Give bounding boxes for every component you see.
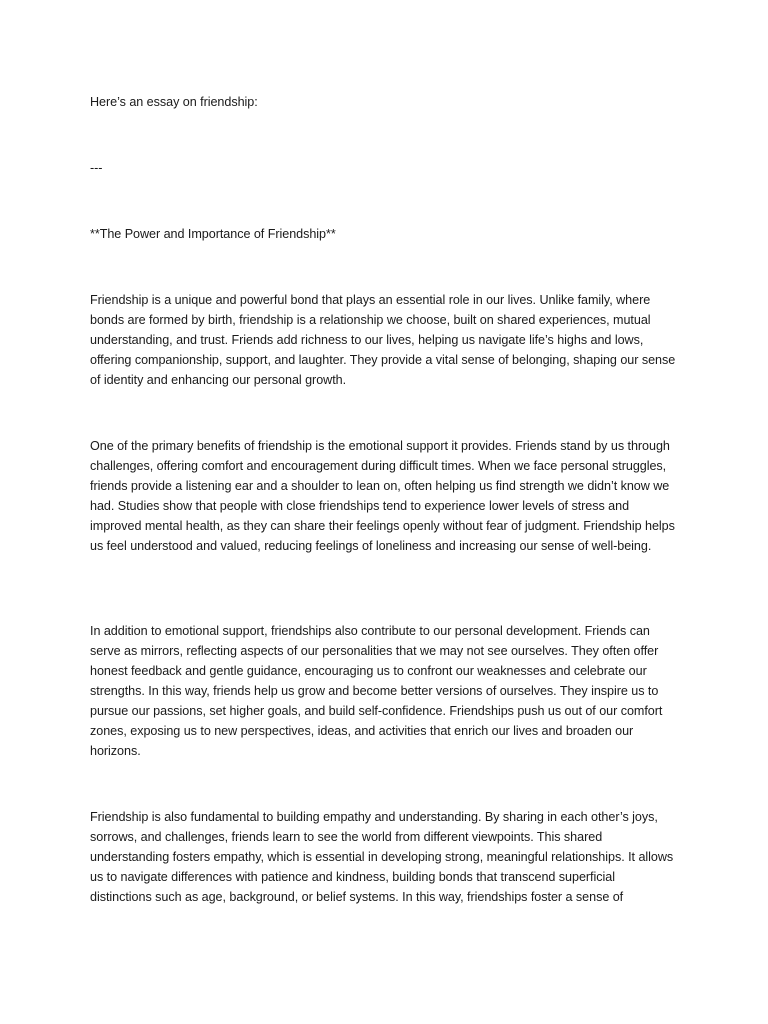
paragraph-2: One of the primary benefits of friendship is the emotional support it provides. Friends stand by us through challenges, offering comfort and encouragement during difficult times. When we face personal struggles, friends provide a listening ear and a shoulder to lean on, often helping us find strength we didn’t know we had. Studies show that people with close friendships tend to experience lower levels of stress and improved mental health, as they can share their feelings openly without fear of judgment. Friendship helps us feel understood and valued, reducing feelings of loneliness and increasing our sense of well-being. — [90, 439, 675, 553]
separator-line: --- — [90, 161, 103, 175]
essay-title: **The Power and Importance of Friendship** — [90, 227, 336, 241]
paragraph-3: In addition to emotional support, friendships also contribute to our personal development. Friends can serve as mirrors, reflecting aspects of our personalities that we may not see ourselves. They often offer honest feedback and gentle guidance, encouraging us to confront our weaknesses and celebrate our strengths. In this way, friends help us grow and become better versions of ourselves. They inspire us to pursue our passions, set higher goals, and build self-confidence. Friendships push us out of our comfort zones, exposing us to new perspectives, ideas, and activities that enrich our lives and broaden our horizons. — [90, 624, 663, 758]
intro-line: Here’s an essay on friendship: — [90, 95, 258, 109]
paragraph-4: Friendship is also fundamental to building empathy and understanding. By sharing in each other’s joys, sorrows, and challenges, friends learn to see the world from different viewpoints. This shared understanding fosters empathy, which is essential in developing strong, meaningful relationships. It allows us to navigate differences with patience and kindness, building bonds that transcend superficial distinctions such as age, background, or belief systems. In this way, friendships foster a sense of — [90, 810, 674, 904]
paragraph-1: Friendship is a unique and powerful bond that plays an essential role in our lives. Unlike family, where bonds are formed by birth, friendship is a relationship we choose, built on shared experiences, mutual understanding, and trust. Friends add richness to our lives, helping us navigate life’s highs and lows, offering companionship, support, and laughter. They provide a vital sense of belonging, shaping our sense of identity and enhancing our personal growth. — [90, 293, 676, 387]
